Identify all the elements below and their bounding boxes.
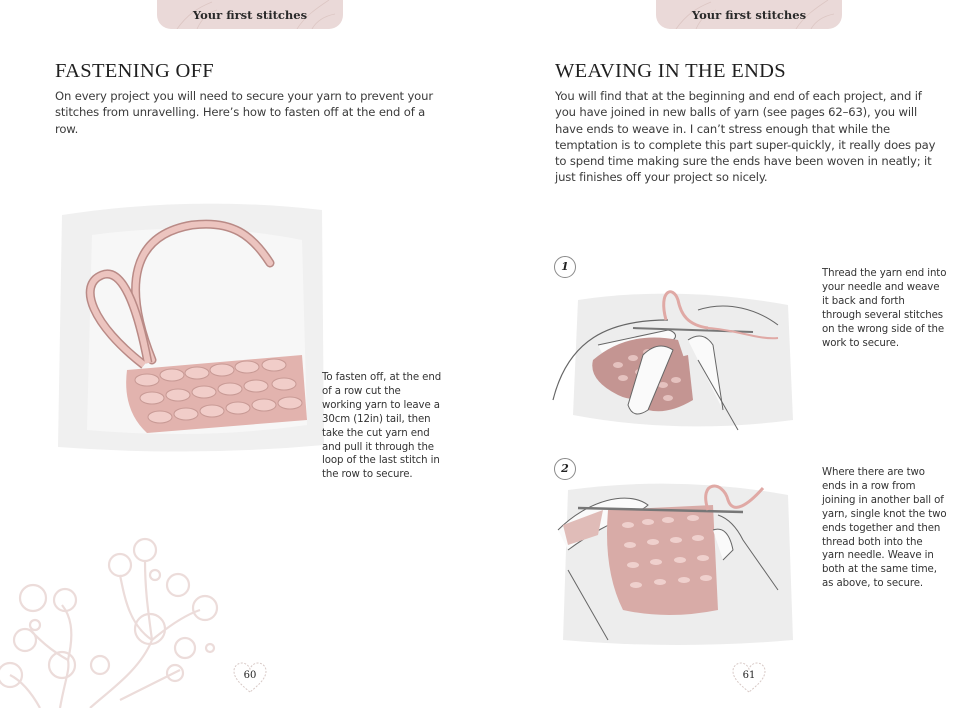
right-page [480,0,960,708]
page-number: 60 [243,670,257,681]
step-2-caption: Where there are two ends in a row from joining in another ball of yarn, single knot the two ends together and then thread both into the yarn needle. Weave in both at the same time, as above, to secure. [822,467,947,590]
intro-paragraph: On every project you will need to secure your yarn to prevent your stitches from unravelling. Here’s how to fasten off at the end of a row. [55,89,433,136]
running-header: Your first stitches [691,8,807,22]
page-number-badge [731,662,767,694]
running-header-tab [157,0,343,29]
page-number-badge [232,662,268,694]
running-header: Your first stitches [192,8,308,22]
floral-decoration-icon [0,530,230,708]
step-2-illustration [548,470,798,650]
section-heading: WEAVING IN THE ENDS [555,60,786,82]
intro-paragraph: You will find that at the beginning and end of each project, and if you have joined in new balls of yarn (see pages 62–63), you will have ends to weave in. I can’t stress enough that while the temptation is to complete this part super-quickly, it really does pay to spend time making sure the ends have been woven in neatly; it just finishes off your project so nicely. [555,89,936,185]
step-2-number: 2 [554,458,576,480]
fastening-off-caption: To fasten off, at the end of a row cut the working yarn to leave a 30cm (12in) tail, then take the cut yarn end and pull it through the loop of the last stitch in the row to secure. [322,372,442,481]
step-1-illustration [548,270,798,440]
fastening-off-illustration [52,195,327,460]
section-heading: FASTENING OFF [55,60,215,82]
step-1-caption: Thread the yarn end into your needle and weave it back and forth through several stitches on the wrong side of the work to secure. [822,268,947,349]
page-number: 61 [742,670,756,681]
step-1-number: 1 [554,256,576,278]
running-header-tab [656,0,842,29]
